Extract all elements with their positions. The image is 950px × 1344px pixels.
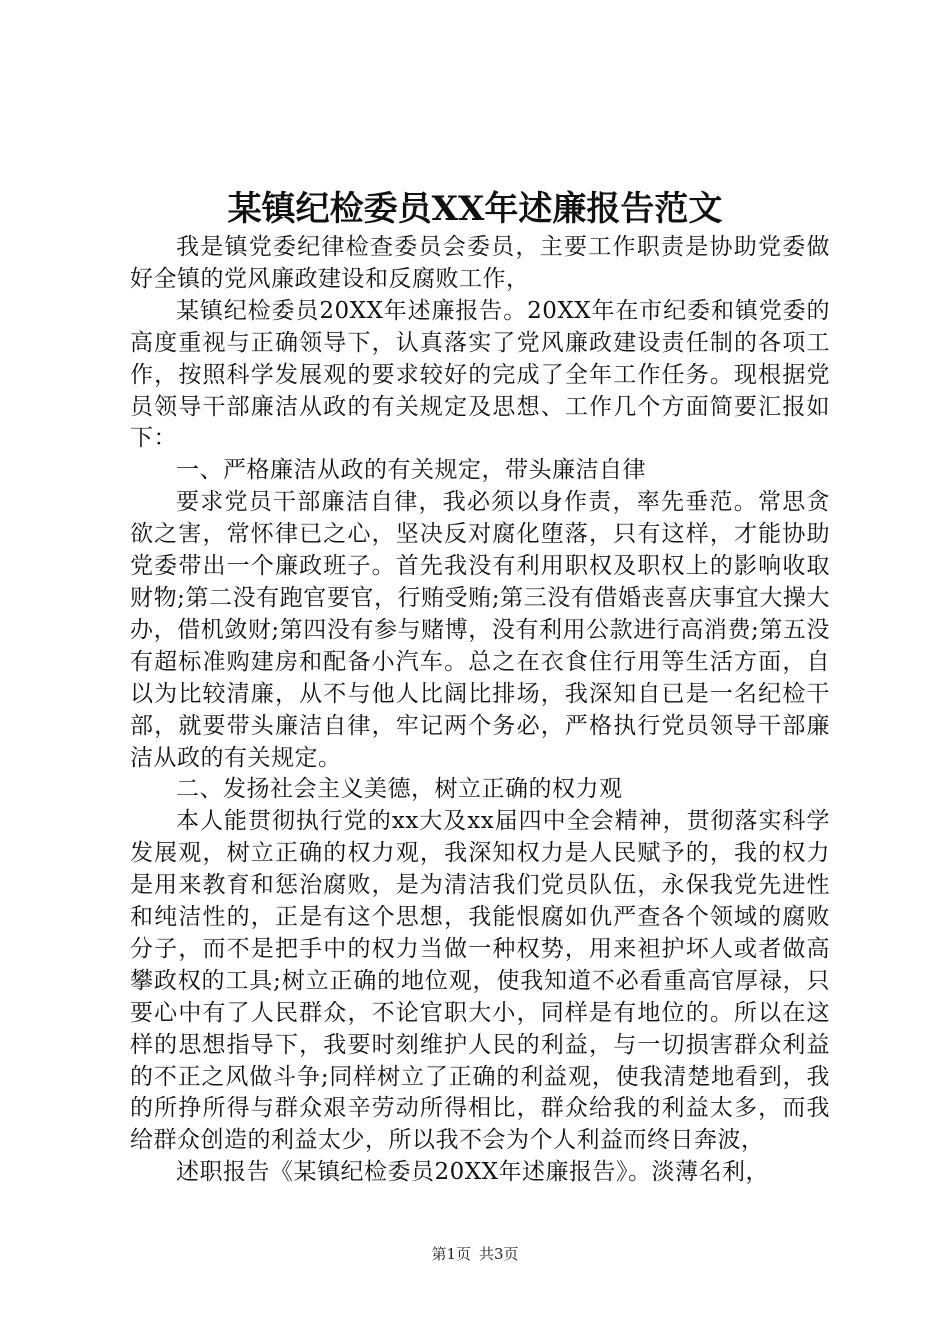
paragraph-summary: 某镇纪检委员20XX年述廉报告。20XX年在市纪委和镇党委的高度重视与正确领导下，认真落实了党风廉政建设责任制的各项工作，按照科学发展观的要求较好的完成了全年工作任务。现根据党员领导干部廉洁从政的有关规定及思想、工作几个方面简要汇报如下： [130, 297, 830, 452]
document-title: 某镇纪检委员XX年述廉报告范文 [227, 189, 723, 229]
paragraph-section-2: 本人能贯彻执行党的xx大及xx届四中全会精神，贯彻落实科学发展观，树立正确的权力观，我深知权力是人民赋予的，我的权力是用来教育和惩治腐败，是为清洁我们党员队伍，永保我党先进性和纯洁性的，正是有这个思想，我能恨腐如仇严查各个领域的腐败分子，而不是把手中的权力当做一种权势，用来袒护坏人或者做高攀政权的工具;树立正确的地位观，使我知道不必看重高官厚禄，只要心中有了人民群众，不论官职大小，同样是有地位的。所以在这样的思想指导下，我要时刻维护人民的利益，与一切损害群众利益的不正之风做斗争;同样树立了正确的利益观，使我清楚地看到，我的所挣所得与群众艰辛劳动所得相比，群众给我的利益太多，而我给群众创造的利益太少，所以我不会为个人利益而终日奔波， [130, 808, 830, 1154]
paragraph-continuation: 述职报告《某镇纪检委员20XX年述廉报告》。淡薄名利， [176, 1159, 770, 1186]
paragraph-section-1: 要求党员干部廉洁自律，我必须以身作责，率先垂范。常思贪欲之害，常怀律已之心，坚决反对腐化堕落，只有这样，才能协助党委带出一个廉政班子。首先我没有利用职权及职权上的影响收取财物;第二没有跑官要官，行贿受贿;第三没有借婚丧喜庆事宜大操大办，借机敛财;第四没有参与赌博，没有利用公款进行高消费;第五没有超标准购建房和配备小汽车。总之在衣食住行用等生活方面，自以为比较清廉，从不与他人比阔比排场，我深知自已是一名纪检干部，就要带头廉洁自律，牢记两个务必，严格执行党员领导干部廉洁从政的有关规定。 [130, 489, 830, 771]
section-heading-2: 二、发扬社会主义美德，树立正确的权力观 [176, 776, 623, 803]
document-body [130, 232, 830, 1189]
page-footer [0, 1244, 950, 1264]
page-total: 共3页 [479, 1245, 519, 1263]
section-heading-1: 一、严格廉洁从政的有关规定，带头廉洁自律 [176, 457, 646, 484]
page-number: 第1页 [431, 1245, 471, 1263]
paragraph-intro: 我是镇党委纪律检查委员会委员，主要工作职责是协助党委做好全镇的党风廉政建设和反腐败工作， [130, 234, 830, 292]
